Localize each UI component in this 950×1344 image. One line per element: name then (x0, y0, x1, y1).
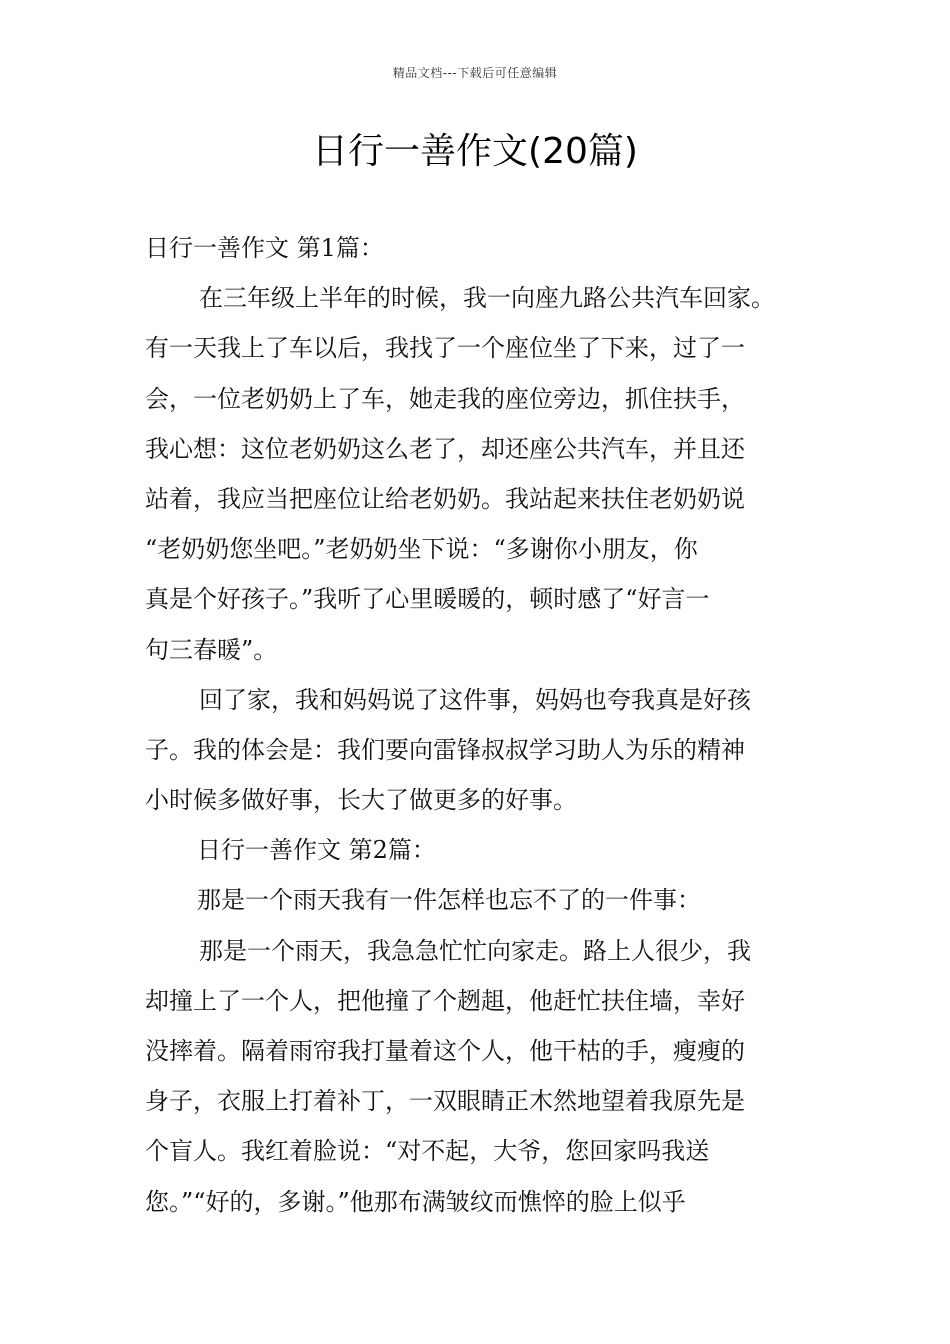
paragraph-line: 站着，我应当把座位让给老奶奶。我站起来扶住老奶奶说 (145, 484, 745, 513)
paragraph-line: 那是一个雨天，我急急忙忙向家走。路上人很少，我 (199, 936, 751, 965)
header-note: 精品文档---下载后可任意编辑 (392, 66, 558, 80)
paragraph-line: 有一天我上了车以后，我找了一个座位坐了下来，过了一 (145, 334, 745, 363)
document-title: 日行一善作文(20篇) (312, 131, 638, 172)
paragraph-line: 句三春暖”。 (145, 635, 278, 664)
paragraph-line: 那是一个雨天我有一件怎样也忘不了的一件事： (197, 886, 701, 915)
paragraph-line: 您。”“好的，多谢。”他那布满皱纹而憔悴的脸上似乎 (145, 1187, 686, 1216)
paragraph-line: 在三年级上半年的时候，我一向座九路公共汽车回家。 (199, 284, 775, 313)
paragraph-line: 回了家，我和妈妈说了这件事，妈妈也夸我真是好孩 (199, 685, 751, 714)
paragraph-line: 真是个好孩子。”我听了心里暖暖的，顿时感了“好言一 (145, 585, 710, 614)
paragraph-line: 我心想：这位老奶奶这么老了，却还座公共汽车，并且还 (145, 434, 745, 463)
paragraph-line: “老奶奶您坐吧。”老奶奶坐下说：“多谢你小朋友，你 (145, 535, 698, 564)
paragraph-line: 小时候多做好事，长大了做更多的好事。 (145, 786, 577, 815)
paragraph-line: 却撞上了一个人，把他撞了个趔趄，他赶忙扶住墙，幸好 (145, 986, 745, 1015)
paragraph-line: 个盲人。我红着脸说：“对不起，大爷，您回家吗我送 (145, 1137, 710, 1166)
section-heading: 日行一善作文 第2篇： (197, 836, 436, 865)
paragraph-line: 子。我的体会是：我们要向雷锋叔叔学习助人为乐的精神 (145, 735, 745, 764)
paragraph-line: 会，一位老奶奶上了车，她走我的座位旁边，抓住扶手， (145, 384, 745, 413)
paragraph-line: 没摔着。隔着雨帘我打量着这个人，他干枯的手，瘦瘦的 (145, 1037, 745, 1065)
paragraph-line: 身子，衣服上打着补丁，一双眼睛正木然地望着我原先是 (145, 1087, 745, 1116)
paragraph-line: 日行一善作文 第1篇： (145, 234, 384, 262)
document-body (145, 230, 845, 1234)
